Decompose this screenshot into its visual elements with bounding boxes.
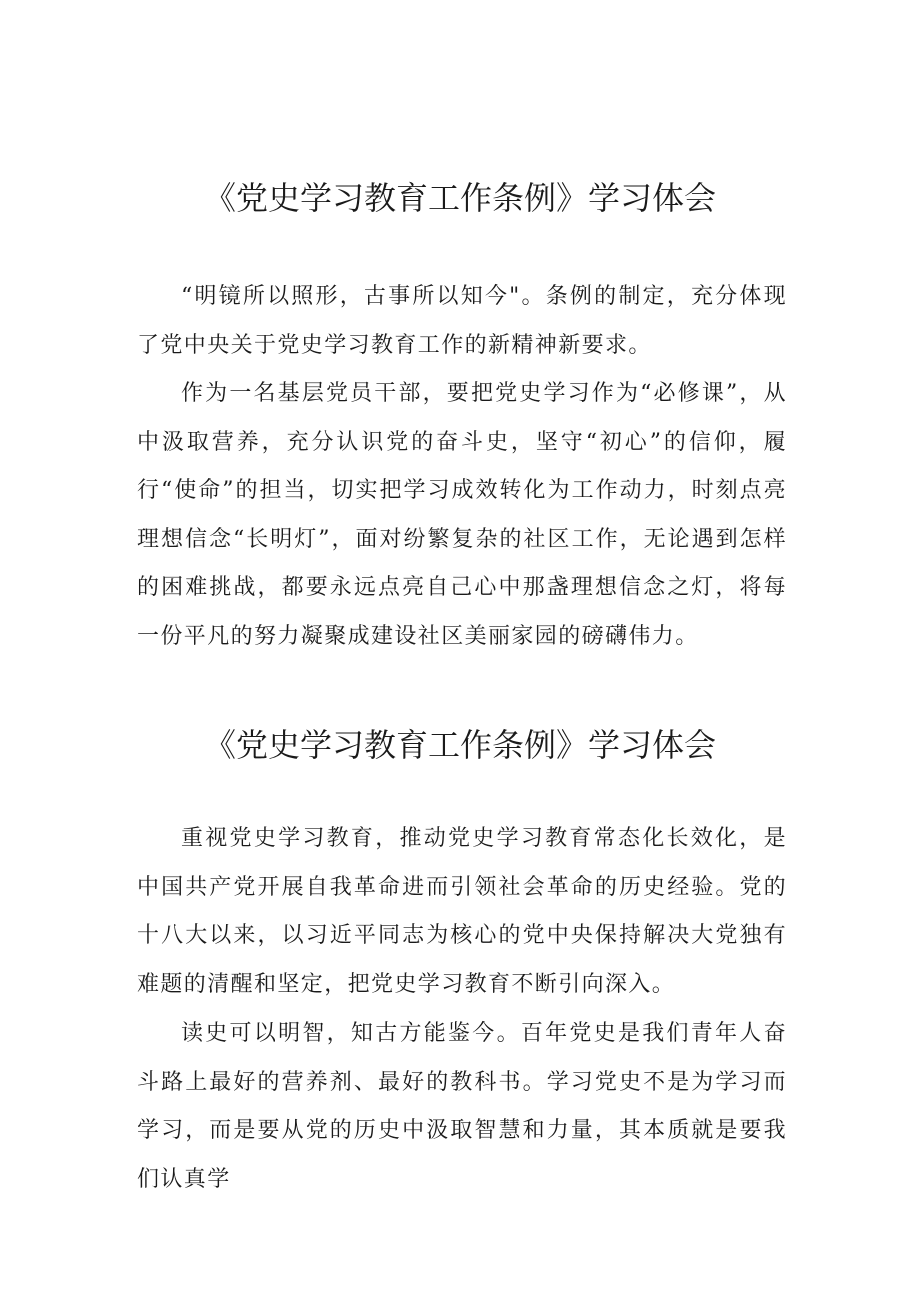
section-1-title: 《党史学习教育工作条例》学习体会 (203, 179, 716, 217)
section-2-paragraph-1: 重视党史学习教育，推动党史学习教育常态化长效化，是中国共产党开展自我革命进而引领社会革命的历史经验。党的十八大以来，以习近平同志为核心的党中央保持解决大党独有难题的清醒和坚定，把党史学习教育不断引向深入。 (137, 826, 787, 997)
section-1-paragraph-2: 作为一名基层党员干部，要把党史学习作为“必修课”，从中汲取营养，充分认识党的奋斗史，坚守“初心”的信仰，履行“使命”的担当，切实把学习成效转化为工作动力，时刻点亮理想信念“长明灯”，面对纷繁复杂的社区工作，无论遇到怎样的困难挑战，都要永远点亮自己心中那盏理想信念之灯，将每一份平凡的努力凝聚成建设社区美丽家园的磅礴伟力。 (137, 381, 787, 649)
section-2-title: 《党史学习教育工作条例》学习体会 (203, 726, 716, 764)
section-2-paragraph-2: 读史可以明智，知古方能鉴今。百年党史是我们青年人奋斗路上最好的营养剂、最好的教科书。学习党史不是为学习而学习，而是要从党的历史中汲取智慧和力量，其本质就是要我们认真学 (137, 1021, 787, 1192)
section-1-paragraph-1: “明镜所以照形，古事所以知今"。条例的制定，充分体现了党中央关于党史学习教育工作的新精神新要求。 (137, 284, 787, 358)
